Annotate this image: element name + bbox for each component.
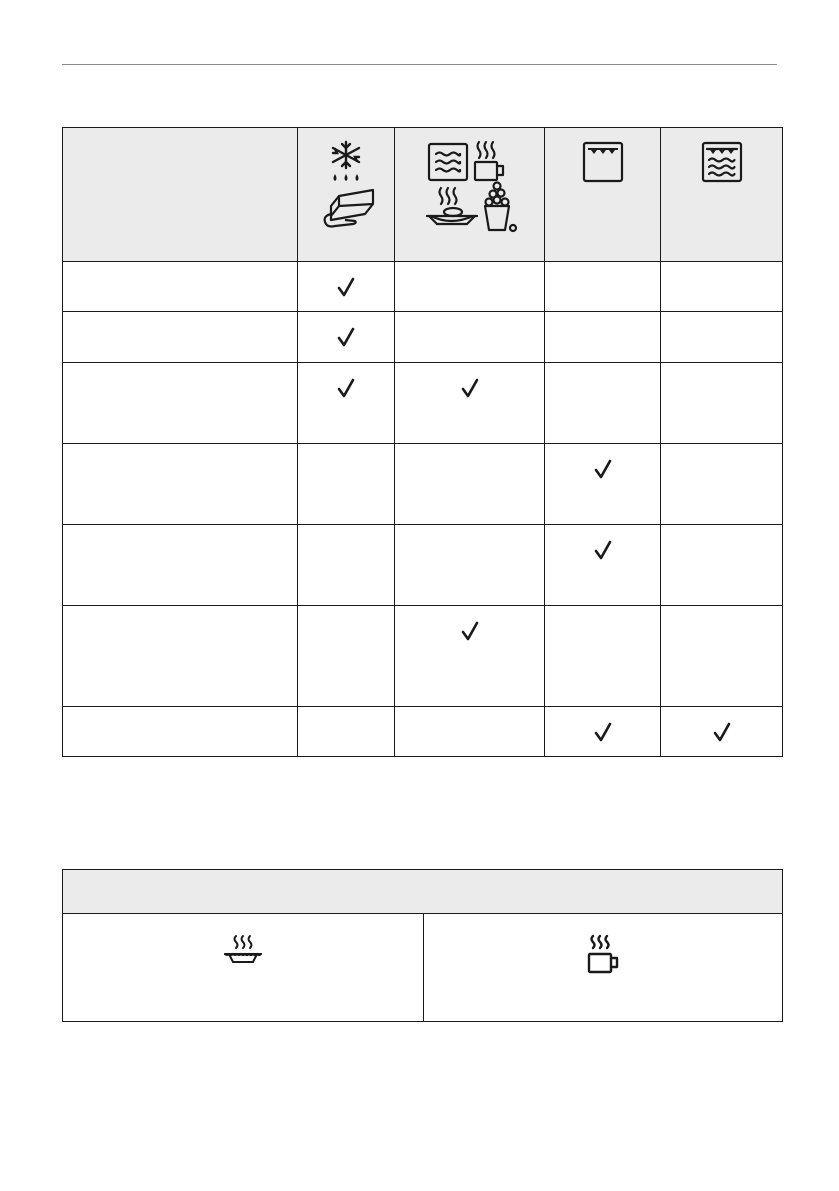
row-label (63, 262, 298, 312)
empty-cell (545, 312, 661, 363)
check-cell (545, 707, 661, 757)
header-cell-defrost (298, 128, 395, 262)
microwave-grill-icon (700, 140, 744, 184)
checkmark-icon (460, 377, 480, 399)
header-cell-empty (63, 128, 298, 262)
table-row (63, 363, 783, 444)
checkmark-icon (336, 377, 356, 399)
empty-cell (661, 312, 783, 363)
check-cell (298, 312, 395, 363)
row-label (63, 312, 298, 363)
checkmark-icon (712, 721, 732, 743)
empty-cell (661, 606, 783, 707)
empty-cell (545, 606, 661, 707)
reheat-table-header (63, 870, 783, 914)
table-row (63, 262, 783, 312)
row-label (63, 363, 298, 444)
check-cell (395, 363, 545, 444)
table-row (63, 606, 783, 707)
header-cell-microwave (395, 128, 545, 262)
empty-cell (395, 707, 545, 757)
empty-cell (395, 525, 545, 606)
empty-cell (395, 312, 545, 363)
reheat-table-row (63, 914, 783, 1022)
check-cell (298, 262, 395, 312)
table-header-row (63, 128, 783, 262)
empty-cell (298, 707, 395, 757)
top-heat-icon (581, 140, 625, 184)
checkmark-icon (593, 539, 613, 561)
table-row (63, 312, 783, 363)
table-row (63, 707, 783, 757)
table-row (63, 444, 783, 525)
defrost-icon (311, 138, 381, 238)
check-cell (545, 444, 661, 525)
checkmark-icon (336, 276, 356, 298)
check-cell (395, 606, 545, 707)
empty-cell (298, 444, 395, 525)
top-divider (62, 64, 777, 65)
empty-cell (298, 525, 395, 606)
table-row (63, 525, 783, 606)
empty-cell (545, 363, 661, 444)
reheat-header-cell (63, 870, 783, 914)
empty-cell (395, 444, 545, 525)
row-label (63, 606, 298, 707)
row-label (63, 444, 298, 525)
empty-cell (395, 262, 545, 312)
reheat-table (62, 869, 783, 1022)
empty-cell (545, 262, 661, 312)
check-cell (298, 363, 395, 444)
steaming-dish-icon (221, 934, 265, 968)
row-label (63, 525, 298, 606)
checkmark-icon (593, 721, 613, 743)
empty-cell (661, 363, 783, 444)
empty-cell (298, 606, 395, 707)
steaming-cup-icon (583, 934, 623, 978)
empty-cell (661, 444, 783, 525)
checkmark-icon (460, 620, 480, 642)
dish-cell (63, 914, 424, 1022)
empty-cell (661, 525, 783, 606)
row-label (63, 707, 298, 757)
header-cell-microwave-grill (661, 128, 783, 262)
empty-cell (661, 262, 783, 312)
checkmark-icon (593, 458, 613, 480)
header-cell-top-heat (545, 128, 661, 262)
microwave-reheat-icon (415, 138, 525, 238)
functions-table (62, 127, 783, 757)
cup-cell (424, 914, 783, 1022)
check-cell (545, 525, 661, 606)
checkmark-icon (336, 326, 356, 348)
check-cell (661, 707, 783, 757)
